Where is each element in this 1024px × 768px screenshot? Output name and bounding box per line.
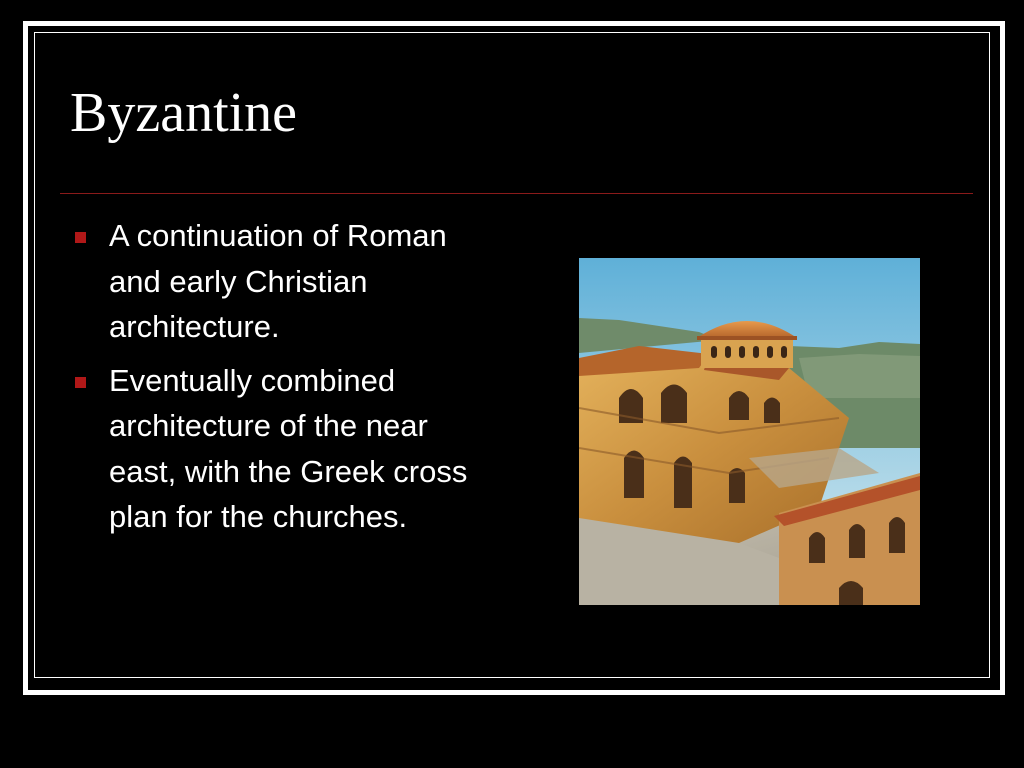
bullet-text: A continuation of Roman and early Christian architecture. [109, 218, 447, 344]
bullet-item [72, 213, 502, 350]
bullet-item [72, 358, 502, 540]
byzantine-church-photo [579, 258, 920, 605]
square-bullet-icon [75, 377, 86, 388]
title-divider [60, 193, 973, 194]
bullet-text: Eventually combined architecture of the near east, with the Greek cross plan for the churches. [109, 362, 468, 534]
bullet-list [72, 213, 502, 548]
slide-title: Byzantine [70, 82, 298, 144]
square-bullet-icon [75, 232, 86, 243]
